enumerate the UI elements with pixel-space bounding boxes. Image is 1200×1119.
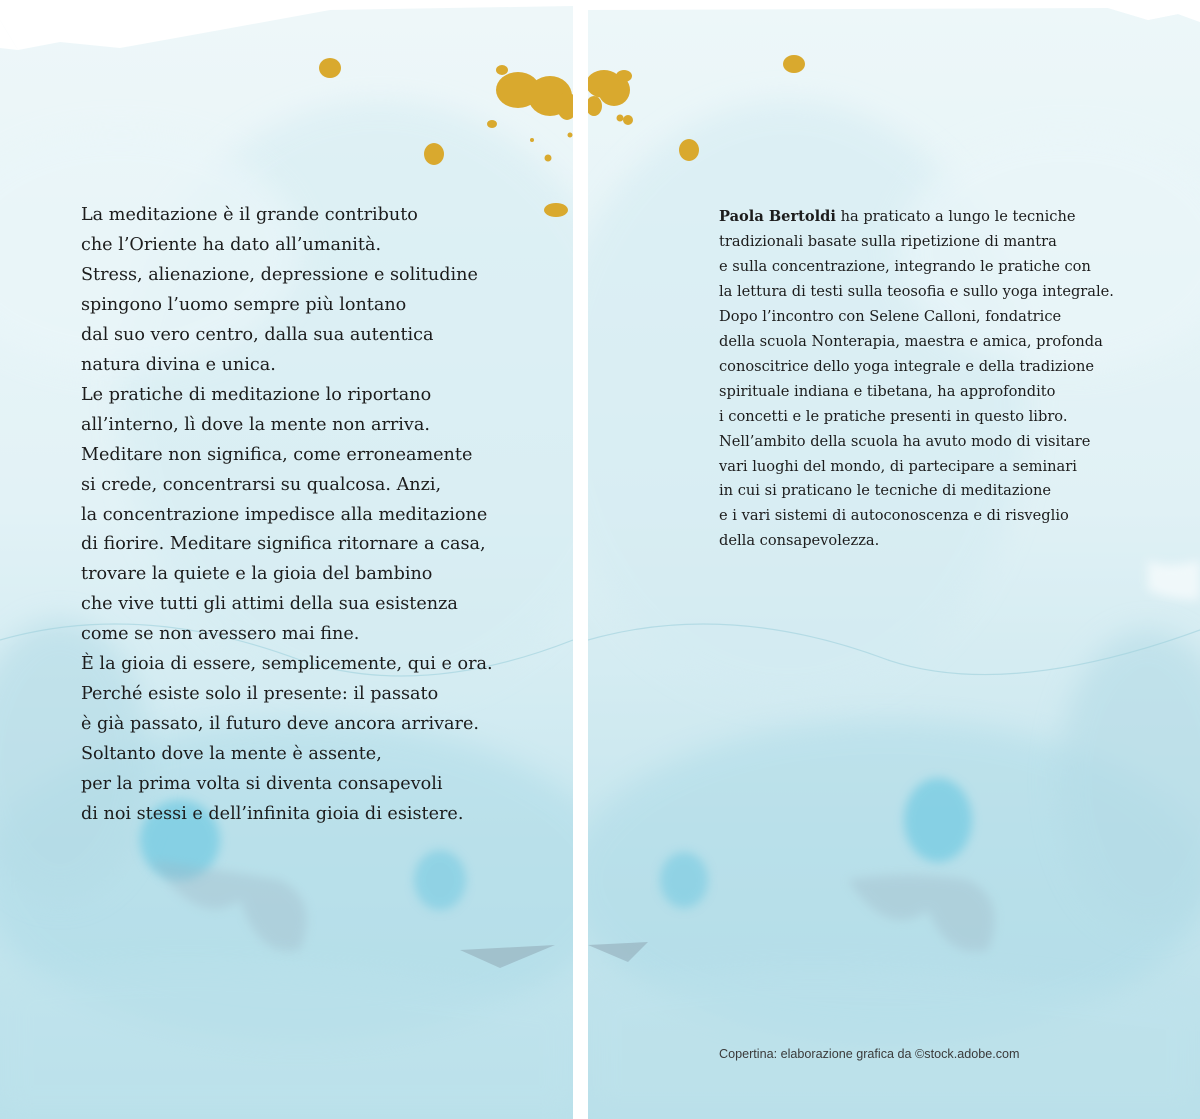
author-biography xyxy=(719,205,1189,554)
right-flap xyxy=(588,0,1200,1119)
text-line: la lettura di testi sulla teosofia e sullo yoga integrale. xyxy=(719,282,1114,300)
text-line: tradizionali basate sulla ripetizione di mantra xyxy=(719,232,1057,250)
text-line: Dopo l’incontro con Selene Calloni, fondatrice xyxy=(719,307,1062,325)
text-line: Nell’ambito della scuola ha avuto modo di visitare xyxy=(719,432,1091,450)
text-line-first xyxy=(719,205,1189,230)
text-line: che l’Oriente ha dato all’umanità. xyxy=(81,234,382,255)
gold-splatter-right xyxy=(588,0,1200,1119)
text-line: si crede, concentrarsi su qualcosa. Anzi, xyxy=(81,474,442,495)
text-line: della consapevolezza. xyxy=(719,532,880,550)
text-line: trovare la quiete e la gioia del bambino xyxy=(81,564,433,585)
text-line: che vive tutti gli attimi della sua esistenza xyxy=(81,594,458,615)
text-line: i concetti e le pratiche presenti in questo libro. xyxy=(719,407,1068,425)
text-line: natura divina e unica. xyxy=(81,354,276,375)
text-line: all’interno, lì dove la mente non arriva. xyxy=(81,414,430,435)
cover-credit: Copertina: elaborazione grafica da ©stock.adobe.com xyxy=(719,1047,1020,1061)
text-line-continuation: ha praticato a lungo le tecniche xyxy=(835,208,1076,225)
text-line: e sulla concentrazione, integrando le pratiche con xyxy=(719,257,1091,275)
meditation-description xyxy=(81,201,551,830)
text-line: per la prima volta si diventa consapevoli xyxy=(81,774,443,795)
text-line: spingono l’uomo sempre più lontano xyxy=(81,294,407,315)
text-line: di noi stessi e dell’infinita gioia di esistere. xyxy=(81,804,464,825)
text-line: Soltanto dove la mente è assente, xyxy=(81,744,382,765)
author-name: Paola Bertoldi xyxy=(719,208,836,225)
text-line: in cui si praticano le tecniche di meditazione xyxy=(719,482,1052,500)
text-line: Meditare non significa, come erroneamente xyxy=(81,444,473,465)
text-line: conoscitrice dello yoga integrale e della tradizione xyxy=(719,357,1095,375)
text-line: e i vari sistemi di autoconoscenza e di risveglio xyxy=(719,507,1069,525)
text-line: è già passato, il futuro deve ancora arrivare. xyxy=(81,714,479,735)
text-line: È la gioia di essere, semplicemente, qui e ora. xyxy=(81,654,493,675)
text-line: spirituale indiana e tibetana, ha approfondito xyxy=(719,382,1056,400)
text-line: Le pratiche di meditazione lo riportano xyxy=(81,384,432,405)
text-line: vari luoghi del mondo, di partecipare a seminari xyxy=(719,457,1077,475)
text-line: la concentrazione impedisce alla meditazione xyxy=(81,504,488,525)
text-line: Stress, alienazione, depressione e solitudine xyxy=(81,264,478,285)
left-flap xyxy=(0,0,573,1119)
text-line: Perché esiste solo il presente: il passato xyxy=(81,684,439,705)
text-line: dal suo vero centro, dalla sua autentica xyxy=(81,324,434,345)
text-line: La meditazione è il grande contributo xyxy=(81,205,418,225)
text-line: di fiorire. Meditare significa ritornare a casa, xyxy=(81,534,486,555)
text-line: della scuola Nonterapia, maestra e amica, profonda xyxy=(719,332,1103,350)
text-line: come se non avessero mai fine. xyxy=(81,624,360,645)
